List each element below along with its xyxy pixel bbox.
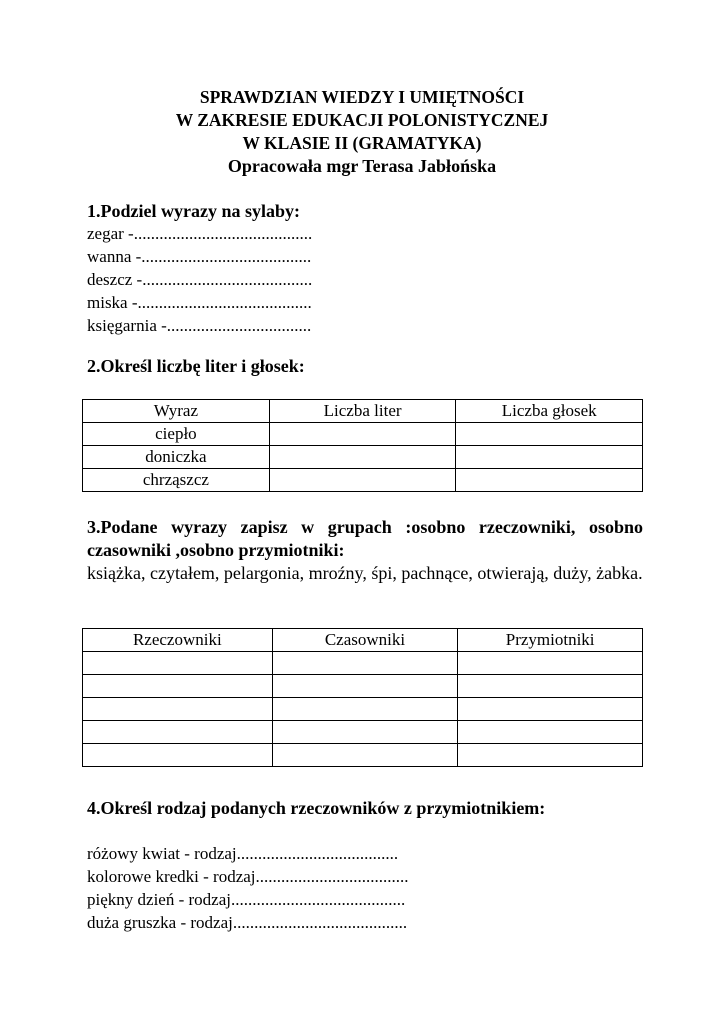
- table-answer-cell[interactable]: [456, 469, 643, 492]
- table-answer-cell[interactable]: [456, 446, 643, 469]
- task4-item: różowy kwiat - rodzaj......................................: [87, 844, 399, 863]
- table-header-row: [83, 629, 643, 652]
- table-answer-cell[interactable]: [458, 698, 643, 721]
- task1-list: [87, 222, 312, 337]
- table-answer-cell[interactable]: [458, 721, 643, 744]
- table-answer-cell[interactable]: [456, 423, 643, 446]
- task2-title: 2.Określ liczbę liter i głosek:: [87, 356, 305, 376]
- table-answer-cell[interactable]: [458, 744, 643, 767]
- table-word-cell: chrząszcz: [83, 469, 270, 492]
- table-answer-cell[interactable]: [269, 469, 456, 492]
- task1-item: zegar -..........................................: [87, 224, 313, 243]
- table-row: [83, 446, 643, 469]
- table-row: [83, 652, 643, 675]
- table-answer-cell[interactable]: [458, 652, 643, 675]
- task3-word-list: książka, czytałem, pelargonia, mroźny, śpi, pachnące, otwierają, duży, żabka.: [87, 563, 643, 583]
- table-answer-cell[interactable]: [272, 698, 458, 721]
- table-header-cell: Czasowniki: [272, 629, 458, 652]
- task1-item: księgarnia -..................................: [87, 316, 312, 335]
- table-header-cell: Liczba liter: [269, 400, 456, 423]
- task4-item: duża gruszka - rodzaj.........................................: [87, 913, 408, 932]
- table-answer-cell[interactable]: [269, 423, 456, 446]
- table-answer-cell[interactable]: [83, 652, 273, 675]
- task3-block: [87, 516, 643, 585]
- table-header-cell: Liczba głosek: [456, 400, 643, 423]
- table-answer-cell[interactable]: [269, 446, 456, 469]
- document-header: [0, 86, 724, 178]
- task1-item: wanna -........................................: [87, 247, 312, 266]
- table-answer-cell[interactable]: [83, 721, 273, 744]
- task3-title: 3.Podane wyrazy zapisz w grupach :osobno rzeczowniki, osobno czasowniki ,osobno przymiotniki:: [87, 517, 643, 560]
- task4-item: piękny dzień - rodzaj.........................................: [87, 890, 406, 909]
- table-row: [83, 744, 643, 767]
- table-answer-cell[interactable]: [83, 698, 273, 721]
- table-answer-cell[interactable]: [272, 652, 458, 675]
- task1-item: miska -.........................................: [87, 293, 312, 312]
- table-answer-cell[interactable]: [272, 675, 458, 698]
- header-title-line-2: W ZAKRESIE EDUKACJI POLONISTYCZNEJ: [175, 110, 549, 130]
- table-row: [83, 423, 643, 446]
- table-header-row: [83, 400, 643, 423]
- header-title-line-3: W KLASIE II (GRAMATYKA): [242, 133, 482, 153]
- table-word-cell: doniczka: [83, 446, 270, 469]
- table-answer-cell[interactable]: [272, 744, 458, 767]
- table-header-cell: Rzeczowniki: [83, 629, 273, 652]
- header-author: Opracowała mgr Terasa Jabłońska: [227, 156, 497, 176]
- task4-item: kolorowe kredki - rodzaj....................................: [87, 867, 409, 886]
- table-row: [83, 469, 643, 492]
- table-answer-cell[interactable]: [83, 675, 273, 698]
- table-answer-cell[interactable]: [458, 675, 643, 698]
- task4-list: [87, 842, 409, 934]
- task3-table: [82, 628, 643, 767]
- table-answer-cell[interactable]: [83, 744, 273, 767]
- table-word-cell: ciepło: [83, 423, 270, 446]
- table-row: [83, 698, 643, 721]
- table-header-cell: Wyraz: [83, 400, 270, 423]
- table-header-cell: Przymiotniki: [458, 629, 643, 652]
- task1-item: deszcz -........................................: [87, 270, 313, 289]
- table-row: [83, 675, 643, 698]
- task2-table: [82, 399, 643, 492]
- table-row: [83, 721, 643, 744]
- task1-title: 1.Podziel wyrazy na sylaby:: [87, 201, 300, 221]
- header-title-line-1: SPRAWDZIAN WIEDZY I UMIĘTNOŚCI: [199, 87, 525, 107]
- task4-title: 4.Określ rodzaj podanych rzeczowników z przymiotnikiem:: [87, 798, 546, 818]
- table-answer-cell[interactable]: [272, 721, 458, 744]
